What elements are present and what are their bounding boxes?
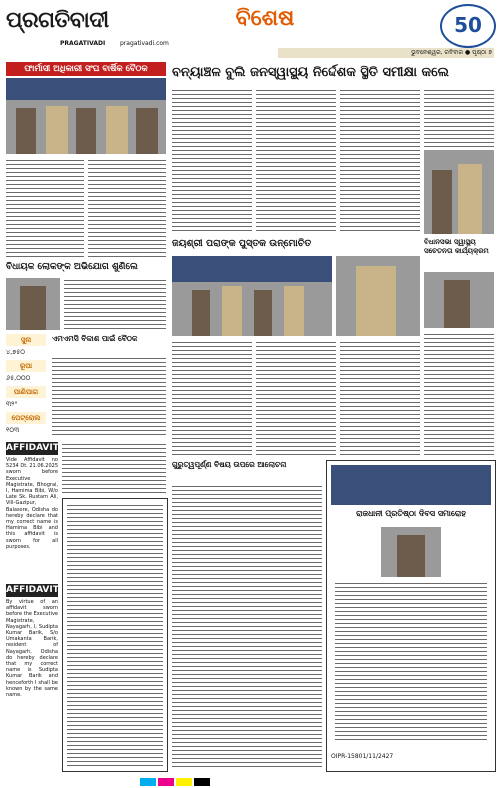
dateline: ଭୁବନେଶ୍ୱର, ରବିବାର ● ପୃଷ୍ଠା ୭ <box>278 48 494 58</box>
weather-value: ୩୨° <box>6 400 18 408</box>
story-4-body-col3 <box>340 340 420 456</box>
story-2-body-col4 <box>424 88 494 148</box>
gold-price: ୪,୭୫୦ <box>6 348 25 356</box>
ad-code: OIPR-15801/11/2427 <box>331 753 394 760</box>
silver-label: ରୂପା <box>6 360 46 372</box>
story-7-body-main <box>172 484 322 770</box>
ad-banner-photo <box>331 465 491 505</box>
masthead <box>0 0 500 60</box>
color-bar-black <box>194 778 210 786</box>
section-title: ବିଶେଷ <box>235 6 295 31</box>
story-4-photo-2 <box>336 256 420 336</box>
story-1-headline: ଫାର୍ମାସୀ ଅଧିକାରୀ ସଂଘ ବାର୍ଷିକ ବୈଠକ <box>6 62 166 76</box>
gold-label: ସୁନା <box>6 334 46 346</box>
story-4-headline: ଜୟଶ୍ରୀ ପରାଙ୍କ ପୁସ୍ତକ ଉନ୍ମୋଚିତ <box>172 238 312 249</box>
story-3-headline: ବିଧାୟକ ଲୋକଙ୍କ ଅଭିଯୋଗ ଶୁଣିଲେ <box>6 262 138 272</box>
story-1-body-col2 <box>88 158 166 258</box>
story-1-photo <box>6 78 166 154</box>
story-2-photo <box>424 150 494 234</box>
story-2-headline: ବନ୍ୟାଞ୍ଚଳ ବୁଲି ଜନସ୍ୱାସ୍ଥ୍ୟ ନିର୍ଦ୍ଦେଶକ ସ୍ଥିତି ସମୀକ୍ଷା କଲେ <box>172 65 449 80</box>
story-5-headline: ବିଧାନସଭା ସ୍ୱାସ୍ଥ୍ୟ ସଚେତନତା କାର୍ଯ୍ୟକ୍ରମ <box>424 238 489 255</box>
masthead-url: pragativadi.com <box>120 40 169 47</box>
story-5-body <box>424 332 494 456</box>
masthead-latin: PRAGATIVADI <box>60 40 106 47</box>
affidavit-1-title: AFFIDAVIT <box>6 443 59 453</box>
story-3-photo <box>6 278 60 330</box>
affidavit-2-text: By virtue of an affidavit sworn before the Executive Magistrate, Nayagarh, I, Sudipta Kumar Barik, S/o Umakanta Barik, resident of Nayagarh, Odisha do hereby declare that my correct name is Sudipta Kumar Barik and henceforth I shall be known by the same name. <box>6 599 58 699</box>
story-6-headline: ଏମଏମସି ବିକାଶ ପାଇଁ ବୈଠକ <box>52 334 138 343</box>
color-bar-cyan <box>140 778 156 786</box>
affidavit-1-text: Vide Affidavit no 5234 Dt. 21.06.2025 sworn before Executive Magistrate, Bhograi, I, Hamima Bibi, W/o Late Sk. Rustam Ali, Vill-Gazipur, Balasore, Odisha do hereby declare that my correct name is Hamima Bibi and this affidavit is sworn for all purposes. <box>6 457 58 550</box>
silver-price: ୬୫,୦୦୦ <box>6 374 31 382</box>
story-4-photo <box>172 256 332 336</box>
ad-body <box>335 581 487 741</box>
anniversary-emblem: 50 <box>440 4 496 48</box>
ad-portrait <box>381 527 441 577</box>
story-4-body-col1 <box>172 340 252 456</box>
advertisement <box>326 460 496 772</box>
story-7-headline: ଗୁରୁତ୍ୱପୂର୍ଣ୍ଣ ବିଷୟ ଉପରେ ଆଲୋଚନା <box>172 460 287 469</box>
masthead-logo: ପ୍ରଗତିବାଦୀ <box>6 8 109 33</box>
petrol-label: ପେଟ୍ରୋଲ <box>6 412 46 424</box>
story-5-photo <box>424 272 494 328</box>
story-1-body-col1 <box>6 158 84 258</box>
story-2-body-col3 <box>340 88 420 234</box>
story-4-body-col2 <box>256 340 336 456</box>
story-2-body-col2 <box>256 88 336 234</box>
story-2-body-col1 <box>172 88 252 234</box>
petrol-value: ୧୦୩ <box>6 426 20 434</box>
weather-label: ପାଣିପାଗ <box>6 386 46 398</box>
story-3-body <box>64 278 166 330</box>
print-registration-strip <box>0 776 500 788</box>
color-bar-yellow <box>176 778 192 786</box>
color-bar-magenta <box>158 778 174 786</box>
tender-notice <box>62 498 168 772</box>
story-7-body <box>62 442 166 494</box>
ad-title: ରାଜଧାନୀ ପ୍ରତିଷ୍ଠା ଦିବସ ସମାରୋହ <box>356 509 466 518</box>
affidavit-2-title: AFFIDAVIT <box>6 585 59 595</box>
story-6-body <box>52 356 166 436</box>
